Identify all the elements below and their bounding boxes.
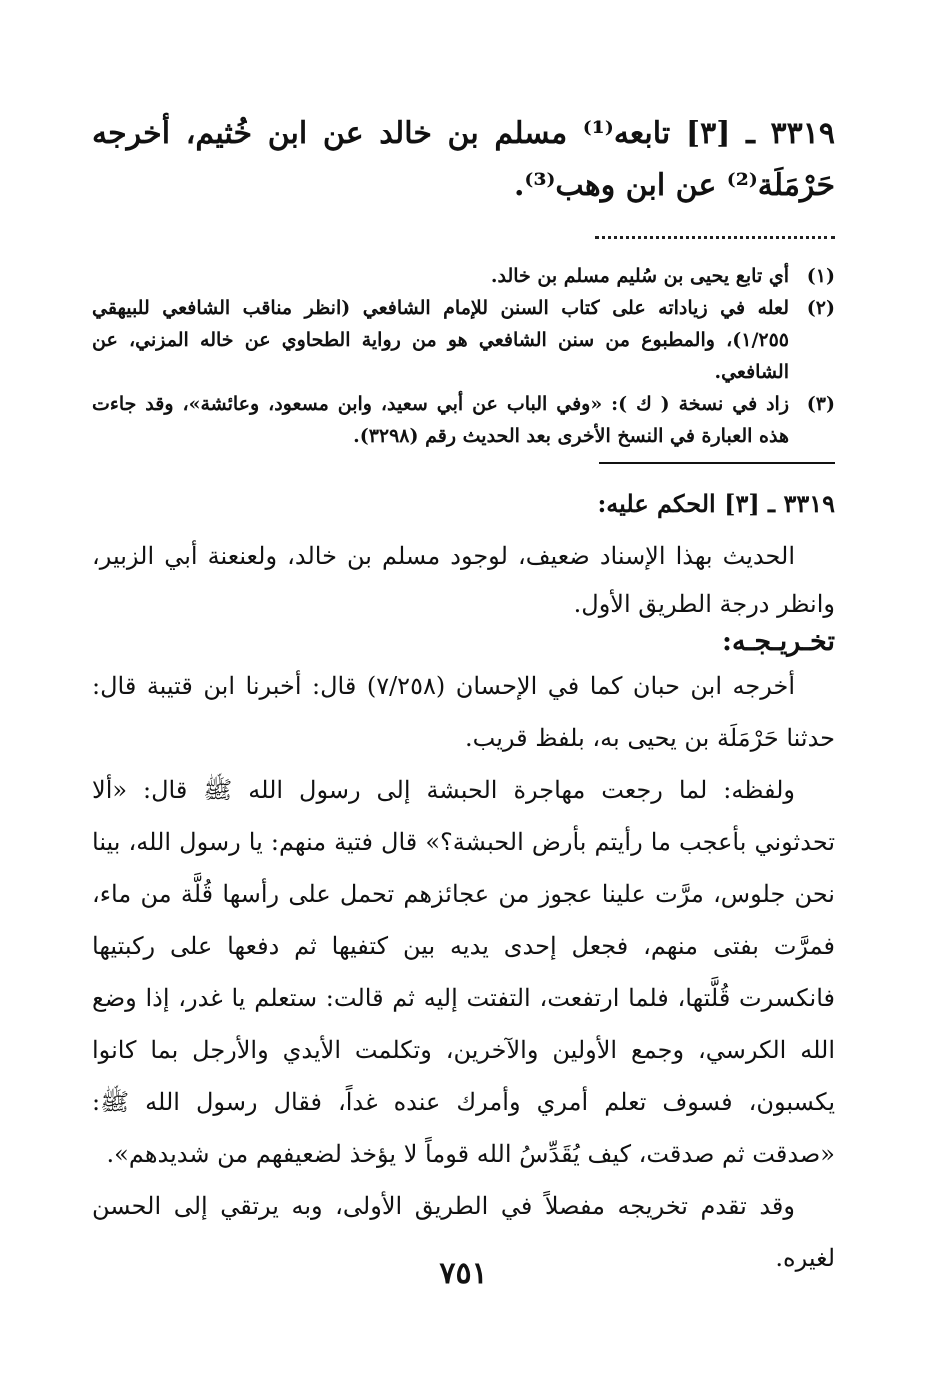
takhrij-heading: تخـريـجـه: <box>722 626 835 657</box>
footnote-item <box>92 292 835 388</box>
footnote-text: أي تابع يحيى بن سُليم مسلم بن خالد. <box>490 265 789 287</box>
footnote-text: لعله في زياداته على كتاب السنن للإمام الشافعي (انظر مناقب الشافعي للبيهقي ١/٢٥٥)، والمطبوع من سنن الشافعي هو من رواية الطحاوي عن خاله المزني، عن الشافعي. <box>92 297 789 383</box>
footnote-number: (١) <box>806 265 835 287</box>
footnote-number: (٢) <box>806 297 835 319</box>
footnotes <box>92 260 835 452</box>
section-divider <box>599 462 835 464</box>
footnote-item <box>92 388 835 452</box>
footnote-separator <box>595 236 835 239</box>
takhrij-paragraph: وقد تقدم تخريجه مفصلاً في الطريق الأولى، وبه يرتقي إلى الحسن لغيره. <box>92 1192 835 1272</box>
footnote-text: زاد في نسخة ( ك ): «وفي الباب عن أبي سعيد، وابن مسعود، وعائشة»، وقد جاءت هذه العبارة في النسخ الأخرى بعد الحديث رقم (٣٢٩٨). <box>92 393 789 447</box>
takhrij-paragraph: ولفظه: لما رجعت مهاجرة الحبشة إلى رسول الله ﷺ قال: «ألا تحدثوني بأعجب ما رأيتم بأرض الحبشة؟» قال فتية منهم: يا رسول الله، بينا نحن جلوس، مرَّت علينا عجوز من عجائزهم تحمل على رأسها قُلَّة من ماء، فمرَّت بفتى منهم، فجعل إحدى يديه بين كتفيها ثم دفعها على ركبتيها فانكسرت قُلَّتها، فلما ارتفعت، التفتت إليه ثم قالت: ستعلم يا غدر، إذا وضع الله الكرسي، وجمع الأولين والآخرين، وتكلمت الأيدي والأرجل بما كانوا يكسبون، فسوف تعلم أمري وأمرك عنده غداً، فقال رسول الله ﷺ: «صدقت ثم صدقت، كيف يُقَدِّسُ الله قوماً لا يؤخذ لضعيفهم من شديدهم». <box>92 776 836 1168</box>
page-number: ٧٥١ <box>439 1256 488 1291</box>
ruling-heading: ٣٣١٩ ـ [٣] الحكم عليه: <box>597 489 835 518</box>
ruling-body: الحديث بهذا الإسناد ضعيف، لوجود مسلم بن خالد، ولعنعنة أبي الزبير، وانظر درجة الطريق الأول. <box>92 542 835 618</box>
takhrij-body <box>92 660 835 1284</box>
main-hadith: ٣٣١٩ ـ [٣] تابعه⁽¹⁾ مسلم بن خالد عن ابن خُثيم، أخرجه حَرْمَلَة⁽²⁾ عن ابن وهب⁽³⁾. <box>92 116 835 203</box>
footnote-number: (٣) <box>806 393 835 415</box>
takhrij-paragraph: أخرجه ابن حبان كما في الإحسان (٧/٢٥٨) قال: أخبرنا ابن قتيبة قال: حدثنا حَرْمَلَة بن يحيى به، بلفظ قريب. <box>92 672 835 752</box>
footnote-item <box>92 260 835 292</box>
